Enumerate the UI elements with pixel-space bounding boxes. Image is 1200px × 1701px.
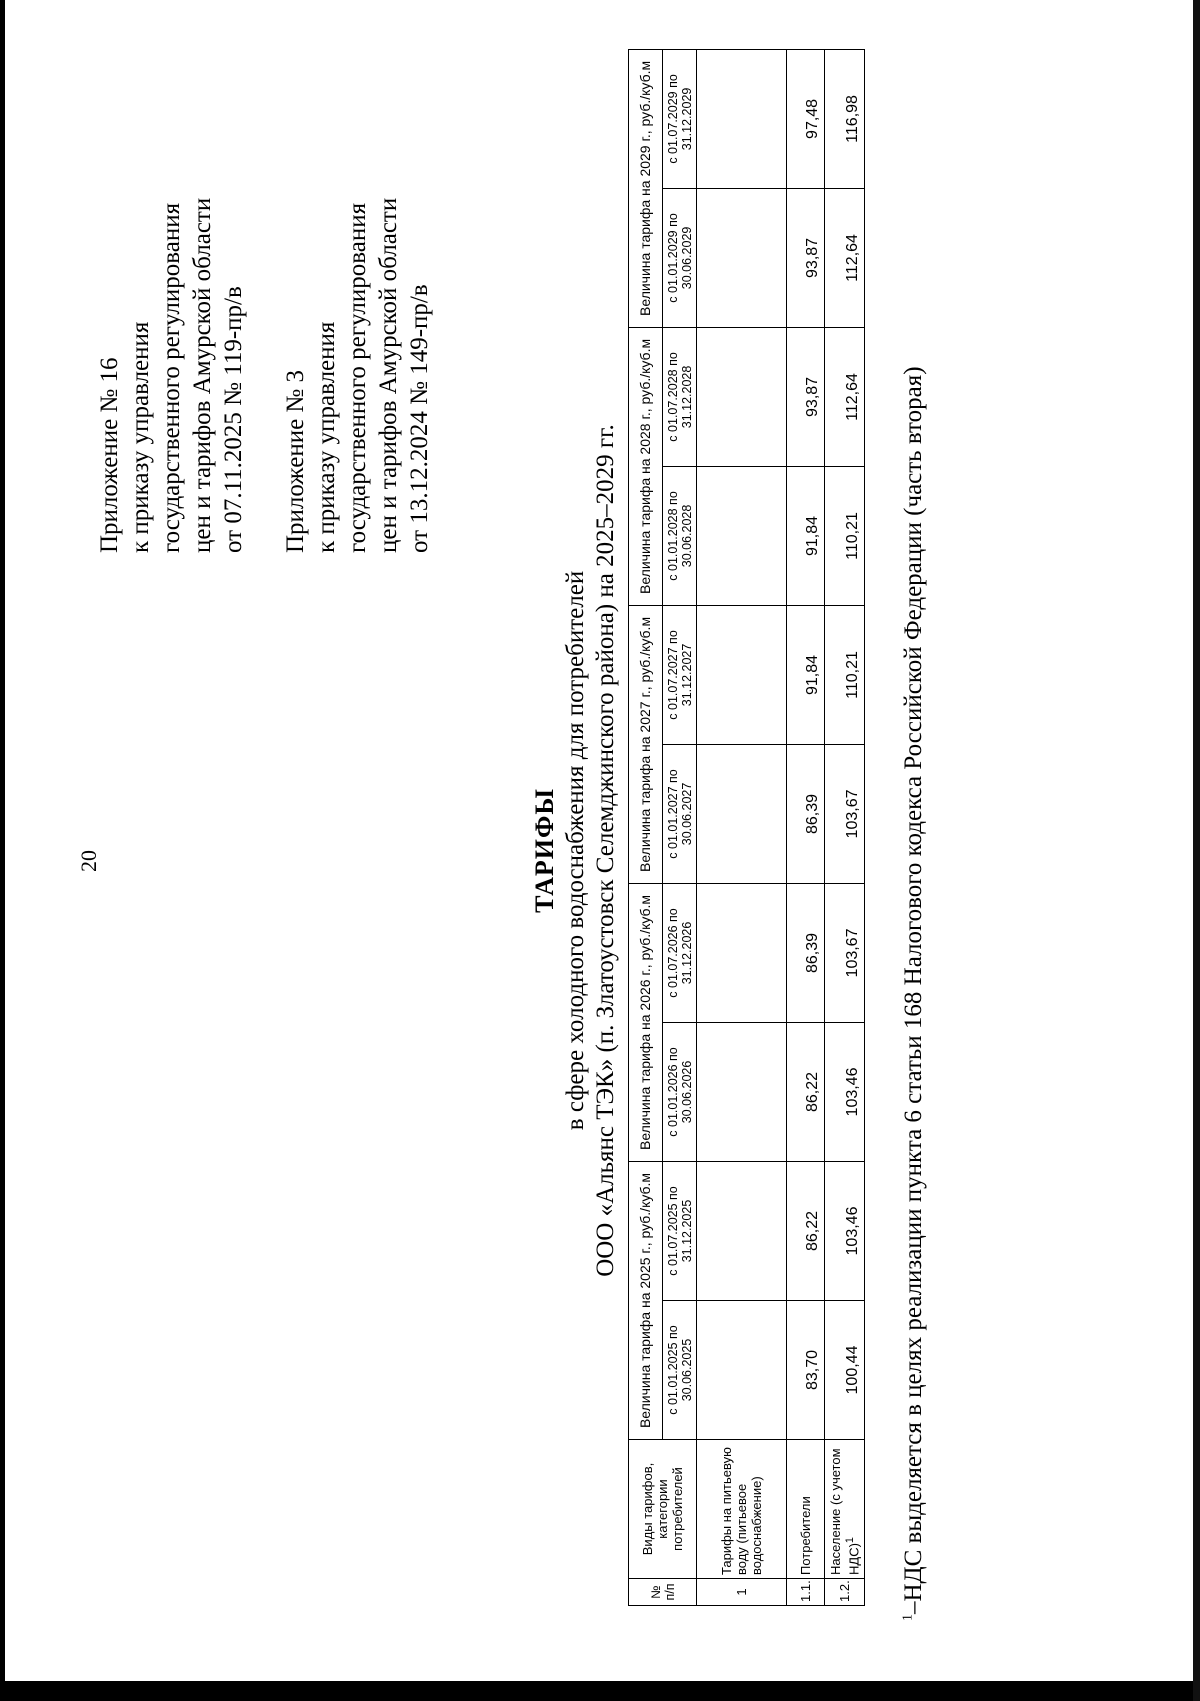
header-period: с 01.01.2029 по 30.06.2029: [663, 188, 697, 327]
tariff-cell: [697, 188, 787, 327]
appendix-line: цен и тарифов Амурской области: [189, 197, 216, 553]
tariff-cell: [697, 1022, 787, 1161]
tariff-cell: 116,98: [825, 49, 865, 188]
tariff-cell: 86,22: [787, 1022, 825, 1161]
appendix-line: цен и тарифов Амурской области: [375, 197, 402, 553]
appendix-previous: [280, 198, 435, 553]
header-year-2025: Величина тарифа на 2025 г., руб./куб.м: [629, 1161, 663, 1439]
appendix-line: от 13.12.2024 № 149-пр/в: [406, 284, 433, 553]
header-year-2026: Величина тарифа на 2026 г., руб./куб.м: [629, 883, 663, 1161]
tariff-table: [628, 49, 865, 1606]
document-title: ТАРИФЫ: [530, 788, 559, 913]
tariff-cell: 91,84: [787, 466, 825, 605]
header-year-2029: Величина тарифа на 2029 г., руб./куб.м: [629, 49, 663, 327]
row-num: 1.2.: [825, 1579, 865, 1606]
header-period: с 01.07.2028 по 31.12.2028: [663, 327, 697, 466]
row-name-with-footnote: [825, 1440, 865, 1579]
appendix-line: государственного регулирования: [158, 202, 185, 553]
header-period: с 01.01.2025 по 30.06.2025: [663, 1301, 697, 1440]
tariff-cell: 112,64: [825, 188, 865, 327]
appendix-current: [94, 198, 249, 553]
row-name: Потребители: [787, 1440, 825, 1579]
row-num: 1.1.: [787, 1579, 825, 1606]
appendix-line: от 07.11.2025 № 119-пр/в: [220, 286, 247, 553]
header-num: № п/п: [629, 1579, 697, 1606]
page-number: 20: [76, 850, 101, 872]
tariff-cell: 103,46: [825, 1022, 865, 1161]
header-period: с 01.01.2026 по 30.06.2026: [663, 1022, 697, 1161]
header-type: Виды тарифов, категории потребителей: [629, 1440, 697, 1579]
tariff-cell: 93,87: [787, 188, 825, 327]
tariff-cell: 93,87: [787, 327, 825, 466]
tariff-cell: 103,46: [825, 1161, 865, 1300]
row-name: Население (с учетом НДС): [827, 1448, 862, 1575]
appendix-line: государственного регулирования: [344, 202, 371, 553]
tariff-cell: [697, 744, 787, 883]
tariff-cell: 83,70: [787, 1301, 825, 1440]
tariff-cell: 110,21: [825, 605, 865, 744]
footnote-text: –НДС выделяется в целях реализации пункта 6 статьи 168 Налогового кодекса Российской Федерации (часть вторая): [900, 366, 927, 1614]
tariff-cell: [697, 49, 787, 188]
appendix-line: Приложение № 16: [96, 357, 123, 553]
tariff-cell: 103,67: [825, 883, 865, 1022]
appendix-line: к приказу управления: [313, 321, 340, 553]
tariff-cell: 97,48: [787, 49, 825, 188]
table-row: [825, 49, 865, 1605]
tariff-cell: [697, 883, 787, 1022]
appendix-line: к приказу управления: [127, 321, 154, 553]
tariff-cell: 86,22: [787, 1161, 825, 1300]
table-row: [697, 49, 787, 1605]
tariff-cell: 103,67: [825, 744, 865, 883]
tariff-cell: 112,64: [825, 327, 865, 466]
footnote: [900, 366, 928, 1621]
header-period: с 01.07.2027 по 31.12.2027: [663, 605, 697, 744]
header-period: с 01.07.2029 по 31.12.2029: [663, 49, 697, 188]
header-period: с 01.07.2025 по 31.12.2025: [663, 1161, 697, 1300]
tariff-cell: 100,44: [825, 1301, 865, 1440]
header-period: с 01.01.2028 по 30.06.2028: [663, 466, 697, 605]
header-period: с 01.01.2027 по 30.06.2027: [663, 744, 697, 883]
header-period: с 01.07.2026 по 31.12.2026: [663, 883, 697, 1022]
tariff-cell: [697, 327, 787, 466]
table-header-row: [629, 49, 663, 1605]
row-name: Тарифы на питьевую воду (питьевое водоснабжение): [697, 1440, 787, 1579]
header-year-2028: Величина тарифа на 2028 г., руб./куб.м: [629, 327, 663, 605]
table-row: [787, 49, 825, 1605]
appendix-line: Приложение № 3: [282, 369, 309, 553]
tariff-cell: [697, 466, 787, 605]
document-subtitle-organization: ООО «Альянс ТЭК» (п. Златоустовск Селемджинского района) на 2025–2029 гг.: [592, 424, 619, 1277]
tariff-cell: 110,21: [825, 466, 865, 605]
row-num: 1: [697, 1579, 787, 1606]
tariff-cell: [697, 605, 787, 744]
document-subtitle: в сфере холодного водоснабжения для потребителей: [562, 570, 589, 1131]
table-period-row: [663, 49, 697, 1605]
tariff-cell: 91,84: [787, 605, 825, 744]
tariff-cell: 86,39: [787, 883, 825, 1022]
header-year-2027: Величина тарифа на 2027 г., руб./куб.м: [629, 605, 663, 883]
footnote-ref: 1: [843, 1537, 856, 1544]
tariff-cell: [697, 1161, 787, 1300]
footnote-marker: 1: [900, 1614, 916, 1621]
tariff-cell: 86,39: [787, 744, 825, 883]
tariff-cell: [697, 1301, 787, 1440]
